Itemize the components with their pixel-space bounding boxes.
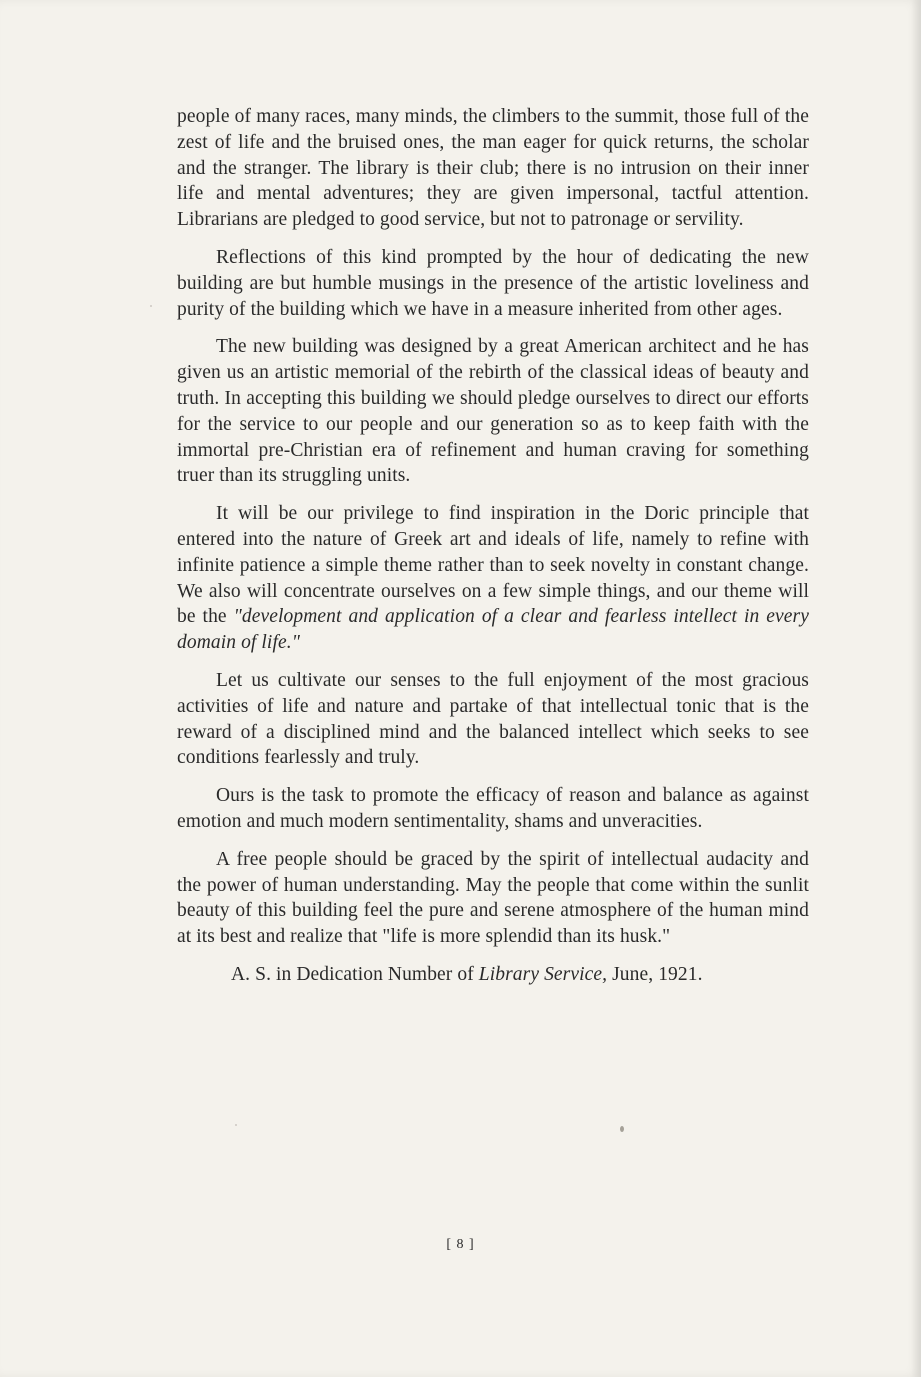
- paragraph-4-text: It will be our privilege to find inspiration in the Doric principle that entered into the nature of Greek art and ideals of life, namely to refine with infinite patience a simple theme rather than to seek novelty in constant change. We also will concentrate ourselves on a few simple things, and our theme will be the: [177, 503, 809, 628]
- paragraph-6: Ours is the task to promote the efficacy of reason and balance as against emotion and much modern sentimentality, shams and unveracities.: [177, 785, 809, 832]
- paper-speck: [150, 305, 152, 307]
- paragraph-3: The new building was designed by a great American architect and he has given us an artistic memorial of the rebirth of the classical ideas of beauty and truth. In accepting this building we should pledge ourselves to direct our efforts for the service to our people and our generation so as to keep faith with the immortal pre-Christian era of refinement and human craving for something truer than its struggling units.: [177, 336, 809, 487]
- body-text: [177, 104, 809, 1000]
- attribution-prefix: A. S. in Dedication Number of: [231, 963, 479, 985]
- attribution-line: [177, 962, 809, 988]
- paper-speck: [235, 1124, 237, 1126]
- publication-title: Library Service,: [478, 963, 608, 985]
- paragraph-1: people of many races, many minds, the climbers to the summit, those full of the zest of life and the bruised ones, the man eager for quick returns, the scholar and the stranger. The library is their club; there is no intrusion on their inner life and mental adventures; they are given impersonal, tactful attention. Librarians are pledged to good service, but not to patronage or servility.: [177, 106, 809, 231]
- paragraph-2: Reflections of this kind prompted by the hour of dedicating the new building are but humble musings in the presence of the artistic loveliness and purity of the building which we have in a measure inherited from other ages.: [177, 246, 809, 320]
- paragraph-4: [177, 501, 809, 656]
- paragraph-5: Let us cultivate our senses to the full enjoyment of the most gracious activities of life and nature and partake of that intellectual tonic that is the reward of a disciplined mind and the balanced intellect which seeks to see conditions fearlessly and truly.: [177, 669, 809, 769]
- paragraph-7: A free people should be graced by the spirit of intellectual audacity and the power of human understanding. May the people that come within the sunlit beauty of this building feel the pure and serene atmosphere of the human mind at its best and realize that "life is more splendid than its husk.": [177, 848, 809, 948]
- page-number: [ 8 ]: [446, 1237, 475, 1252]
- attribution-date: June, 1921.: [607, 963, 703, 985]
- ink-speck: [620, 1126, 624, 1132]
- italic-quote: "development and application of a clear and fearless intellect in every domain of life.": [177, 606, 809, 654]
